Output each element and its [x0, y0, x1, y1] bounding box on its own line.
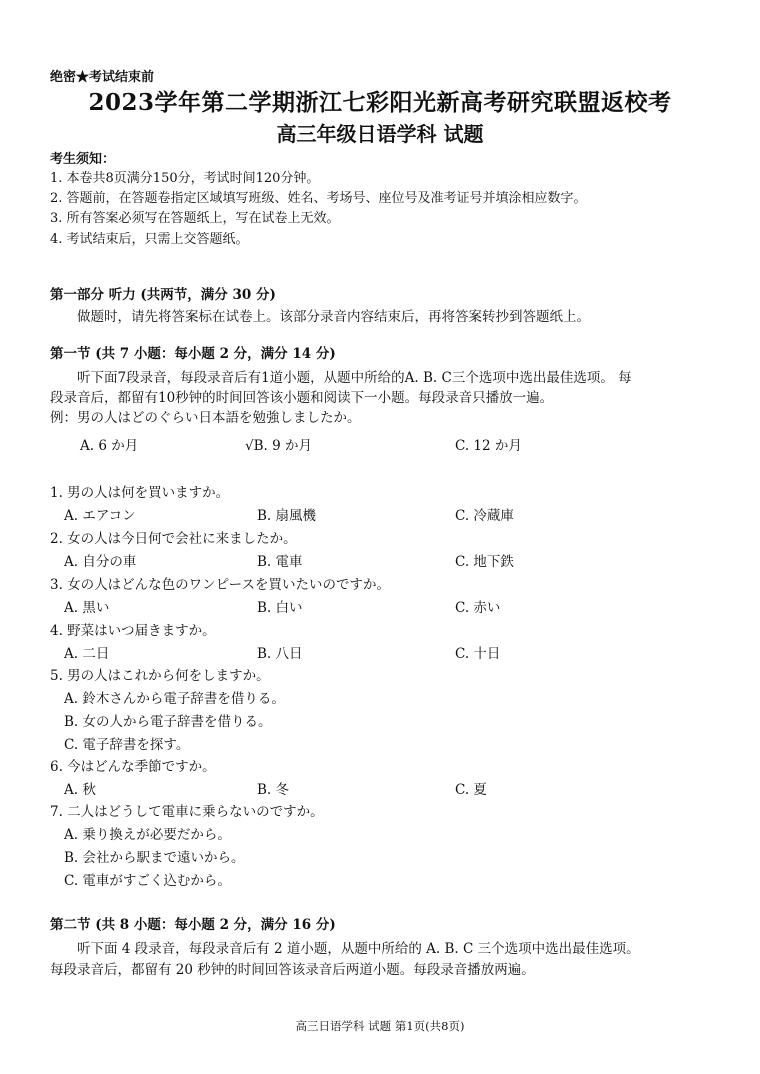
confidential-label: 绝密★考试结束前: [50, 70, 155, 85]
option-a: A. 秋: [64, 782, 96, 798]
option-b: B. 扇風機: [257, 508, 317, 524]
question-4: 4. 野菜はいつ届きますか。: [50, 623, 216, 639]
option-a: A. エアコン: [64, 508, 136, 524]
question-5: 5. 男の人はこれから何をしますか。: [50, 668, 270, 684]
notice-heading: 考生须知：: [50, 152, 116, 167]
option-b: B. 女の人から電子辞書を借りる。: [64, 714, 272, 730]
option-b: B. 電車: [257, 554, 303, 570]
option-c: C. 夏: [455, 782, 487, 798]
page-footer: 高三日语学科 试题 第1页(共8页): [295, 1019, 465, 1033]
option-b: B. 八日: [257, 646, 303, 662]
example-option-c: C. 12 か月: [455, 438, 522, 454]
example-option-a: A. 6 か月: [80, 438, 139, 454]
option-a: A. 鈴木さんから電子辞書を借りる。: [64, 691, 285, 707]
question-3: 3. 女の人はどんな色のワンピースを買いたいのですか。: [50, 577, 390, 593]
option-c: C. 赤い: [455, 600, 501, 616]
exam-subtitle: 高三年级日语学科 试题: [276, 122, 484, 146]
section2-instruction: 每段录音后，都留有 20 秒钟的时间回答该录音后两道小题。每段录音播放两遍。: [50, 962, 535, 978]
option-c: C. 電子辞書を探す。: [64, 737, 190, 753]
part1-instruction: 做题时，请先将答案标在试卷上。该部分录音内容结束后，再将答案转抄到答题纸上。: [77, 309, 590, 325]
option-a: A. 二日: [64, 646, 110, 662]
question-1: 1. 男の人は何を買いますか。: [50, 485, 230, 501]
notice-item: 3. 所有答案必须写在答题纸上，写在试卷上无效。: [50, 211, 340, 226]
section2-instruction: 听下面 4 段录音，每段录音后有 2 道小题，从题中所给的 A. B. C 三个选项中选出最佳选项。: [77, 941, 640, 957]
question-6: 6. 今はどんな季節ですか。: [50, 759, 216, 775]
notice-item: 4. 考试结束后，只需上交答题纸。: [50, 232, 249, 247]
option-c: C. 電車がすごく込むから。: [64, 873, 231, 889]
example-question: 例：男の人はどのぐらい日本語を勉強しましたか。: [50, 410, 361, 426]
option-c: C. 地下鉄: [455, 554, 514, 570]
option-b: B. 冬: [257, 782, 290, 798]
section2-heading: 第二节 (共 8 小题：每小题 2 分，满分 16 分): [50, 917, 336, 933]
section1-instruction: 听下面7段录音，每段录音后有1道小题，从题中所给的A. B. C三个选项中选出最佳选项。 每: [77, 370, 632, 386]
option-a: A. 乗り換えが必要だから。: [64, 827, 231, 843]
option-a: A. 黒い: [64, 600, 110, 616]
section1-heading: 第一节 (共 7 小题：每小题 2 分，满分 14 分): [50, 346, 336, 362]
example-option-b: √B. 9 か月: [245, 438, 312, 454]
exam-title: 2023学年第二学期浙江七彩阳光新高考研究联盟返校考: [88, 89, 672, 116]
question-7: 7. 二人はどうして電車に乗らないのですか。: [50, 804, 324, 820]
part1-heading: 第一部分 听力 (共两节，满分 30 分): [50, 287, 276, 303]
notice-item: 1. 本卷共8页满分150分，考试时间120分钟。: [50, 171, 320, 186]
option-c: C. 十日: [455, 646, 501, 662]
notice-item: 2. 答题前，在答题卷指定区域填写班级、姓名、考场号、座位号及准考证号并填涂相应数字。: [50, 191, 587, 206]
option-b: B. 会社から駅まで遠いから。: [64, 850, 245, 866]
option-c: C. 冷蔵庫: [455, 508, 514, 524]
question-2: 2. 女の人は今日何で会社に来ましたか。: [50, 531, 297, 547]
section1-instruction: 段录音后，都留有10秒钟的时间回答该小题和阅读下一小题。每段录音只播放一遍。: [50, 390, 554, 406]
option-b: B. 白い: [257, 600, 303, 616]
option-a: A. 自分の車: [64, 554, 137, 570]
